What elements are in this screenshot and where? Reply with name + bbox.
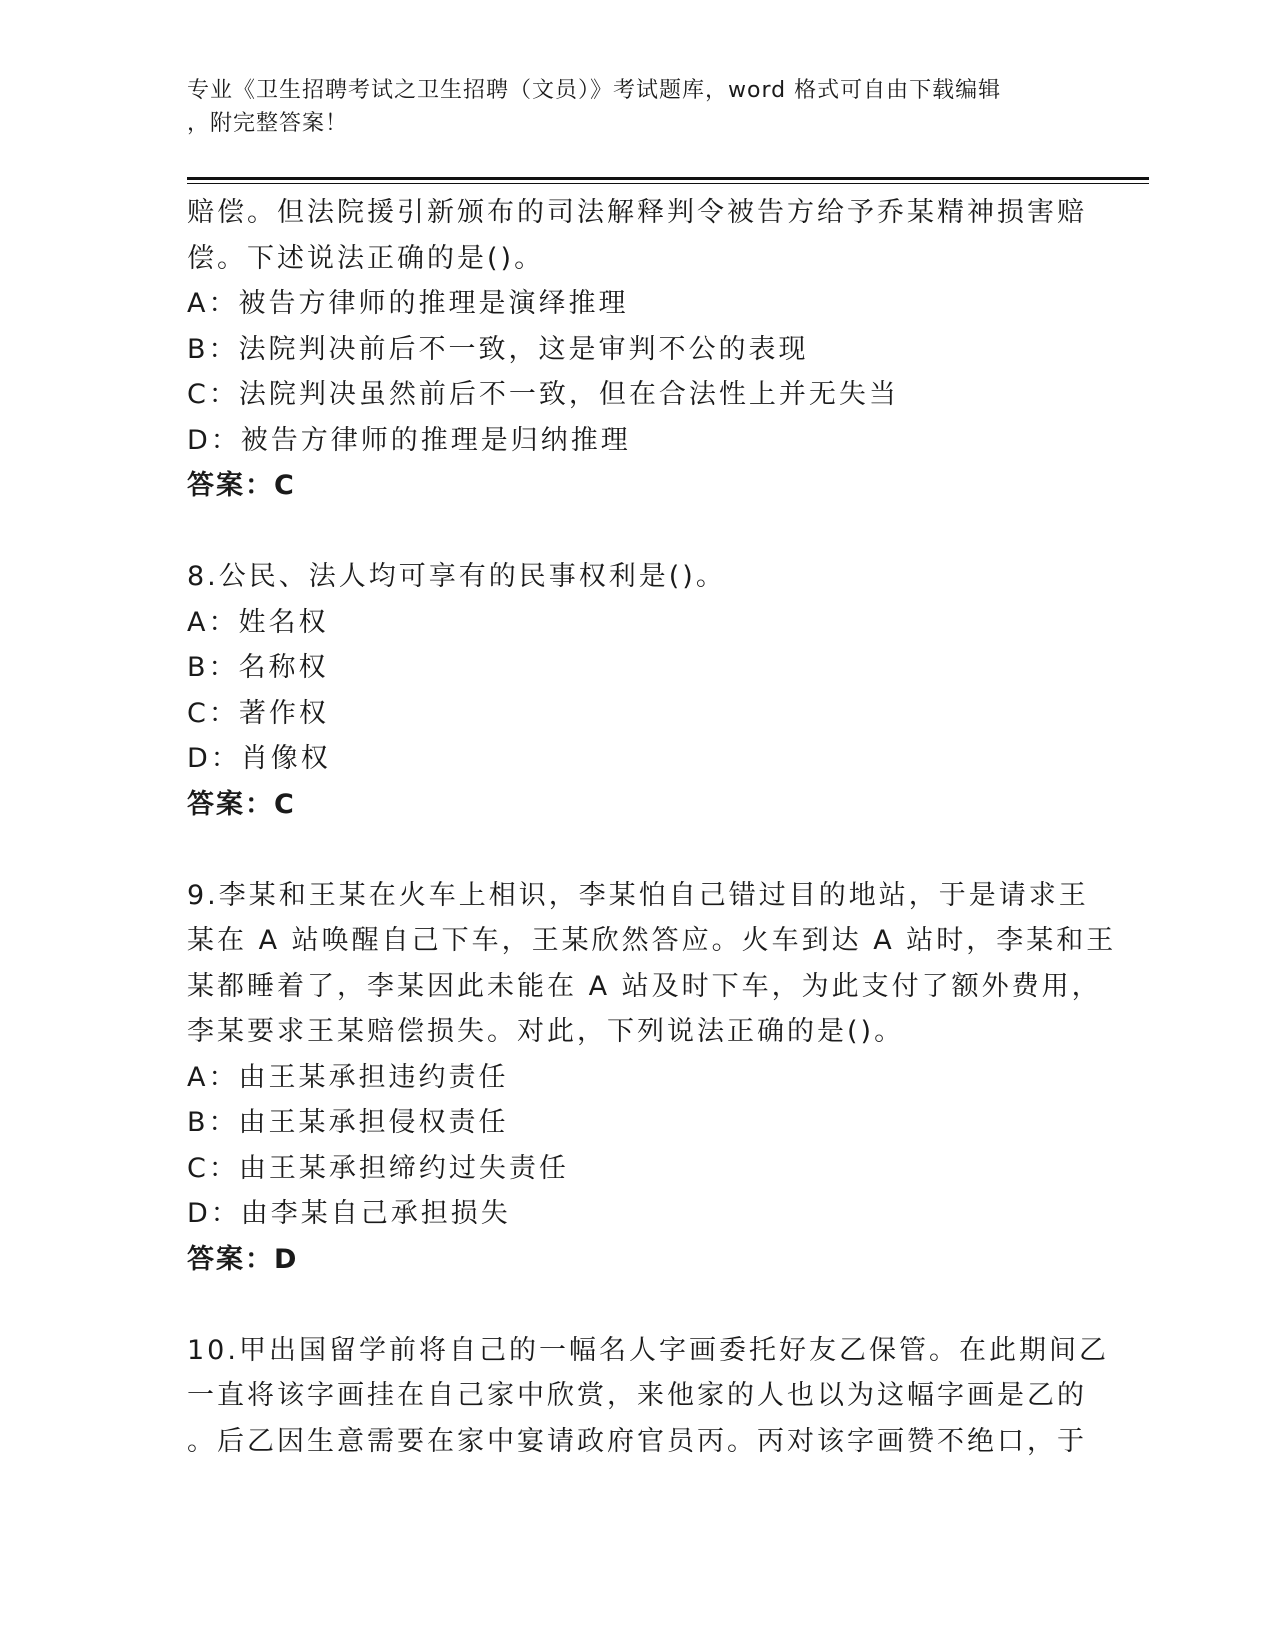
answer-label: 答案：C [187,788,296,820]
question-stem-line: 一直将该字画挂在自己家中欣赏，来他家的人也以为这幅字画是乙的 [187,1380,1087,1411]
question-9 [187,873,1117,1283]
option-d: D：肖像权 [187,743,331,774]
question-stem-line: 8.公民、法人均可享有的民事权利是()。 [187,561,726,592]
question-stem-line: 10.甲出国留学前将自己的一幅名人字画委托好友乙保管。在此期间乙 [187,1334,1109,1366]
question-stem-line: 某都睡着了，李某因此未能在 A 站及时下车，为此支付了额外费用， [187,970,1102,1002]
question-stem-line: 。后乙因生意需要在家中宴请政府官员丙。丙对该字画赞不绝口，于 [187,1425,1087,1457]
spacer [187,827,1087,873]
question-stem-line: 偿。下述说法正确的是()。 [187,242,545,274]
option-b: B：名称权 [187,652,329,683]
spacer [187,509,1087,555]
question-7 [187,190,1087,509]
option-c: C：由王某承担缔约过失责任 [187,1152,569,1184]
option-c: C：法院判决虽然前后不一致，但在合法性上并无失当 [187,379,899,410]
spacer [187,1282,1087,1328]
question-stem-line: 李某要求王某赔偿损失。对此，下列说法正确的是()。 [187,1016,905,1047]
option-a: A：由王某承担违约责任 [187,1061,509,1093]
header-rule-thin [187,183,1149,184]
option-a: A：被告方律师的推理是演绎推理 [187,288,629,319]
option-c: C：著作权 [187,697,329,729]
document-body [187,190,1117,1464]
header-line-1: 专业《卫生招聘考试之卫生招聘（文员）》考试题库，word 格式可自由下载编辑 [187,78,1002,103]
page-header [187,74,1067,140]
option-a: A：姓名权 [187,606,329,638]
question-10 [187,1328,1109,1465]
question-stem-line: 某在 A 站唤醒自己下车，王某欣然答应。火车到达 A 站时，李某和王 [187,925,1117,956]
question-8 [187,554,1087,827]
header-rule-thick [187,177,1149,180]
answer-label: 答案：C [187,470,296,501]
option-d: D：由李某自己承担损失 [187,1198,511,1229]
option-d: D：被告方律师的推理是归纳推理 [187,424,631,456]
question-stem-line: 赔偿。但法院援引新颁布的司法解释判令被告方给予乔某精神损害赔 [187,197,1087,228]
option-b: B：由王某承担侵权责任 [187,1107,509,1138]
header-line-2: ，附完整答案！ [187,111,349,136]
answer-label: 答案：D [187,1243,299,1275]
option-b: B：法院判决前后不一致，这是审判不公的表现 [187,333,809,365]
question-stem-line: 9.李某和王某在火车上相识，李某怕自己错过目的地站，于是请求王 [187,879,1089,911]
